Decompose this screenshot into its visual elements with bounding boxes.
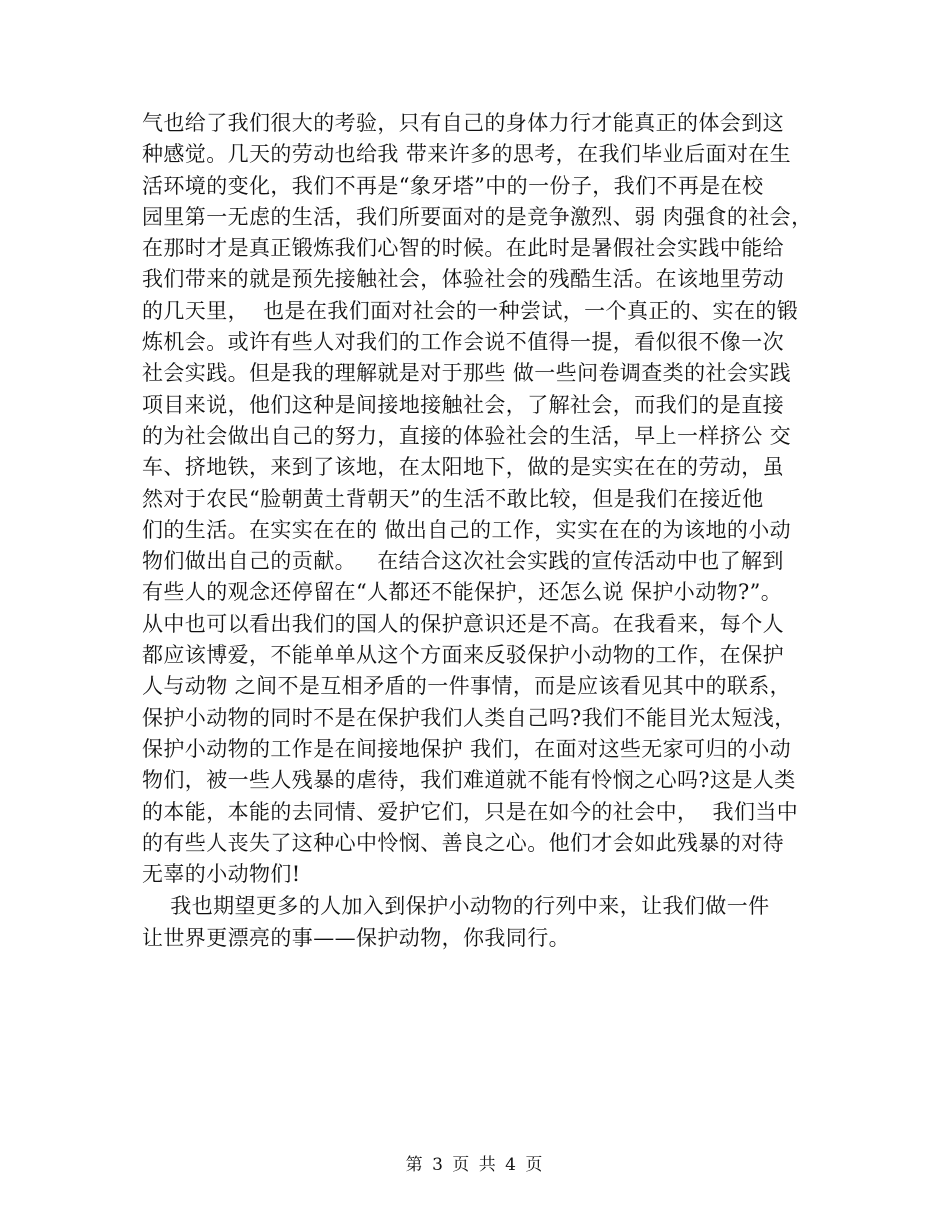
text-line: 在那时才是真正锻炼我们心智的时候。在此时是暑假社会实践中能给 <box>142 236 784 261</box>
text-line: 的几天里， 也是在我们面对社会的一种尝试，一个真正的、实在的锻 <box>142 298 799 323</box>
text-line: 物们，被一些人残暴的虐待，我们难道就不能有怜悯之心吗?这是人类 <box>142 768 796 793</box>
text-line: 活环境的变化，我们不再是“象牙塔”中的一份子，我们不再是在校 <box>142 173 764 198</box>
body-text <box>142 108 842 954</box>
text-line: 气也给了我们很大的考验，只有自己的身体力行才能真正的体会到这 <box>142 111 784 135</box>
text-line: 的为社会做出自己的努力，直接的体验社会的生活，早上一样挤公 交 <box>142 423 792 448</box>
text-line: 保护小动物的同时不是在保护我们人类自己吗?我们不能目光太短浅， <box>142 705 796 730</box>
text-line: 的本能，本能的去同情、爱护它们，只是在如今的社会中， 我们当中 <box>142 799 799 824</box>
paragraph-start-line: 我也期望更多的人加入到保护小动物的行列中来，让我们做一件 <box>142 894 770 919</box>
text-line: 保护小动物的工作是在间接地保护 我们，在面对这些无家可归的小动 <box>142 736 792 761</box>
text-line: 们的生活。在实实在在的 做出自己的工作，实实在在的为该地的小动 <box>142 517 792 542</box>
text-line: 有些人的观念还停留在“人都还不能保护，还怎么说 保护小动物?”。 <box>142 580 783 605</box>
text-line: 炼机会。或许有些人对我们的工作会说不值得一提，看似很不像一次 <box>142 330 784 355</box>
text-line: 社会实践。但是我的理解就是对于那些 做一些问卷调查类的社会实践 <box>142 361 792 386</box>
text-line: 让世界更漂亮的事——保护动物，你我同行。 <box>142 925 570 950</box>
text-line: 种感觉。几天的劳动也给我 带来许多的思考，在我们毕业后面对在生 <box>142 142 792 167</box>
text-line: 我们带来的就是预先接触社会，体验社会的残酷生活。在该地里劳动 <box>142 267 784 292</box>
text-line: 园里第一无虑的生活，我们所要面对的是竞争激烈、弱 肉强食的社会， <box>142 204 813 229</box>
text-line: 物们做出自己的贡献。 在结合这次社会实践的宣传活动中也了解到 <box>142 549 784 574</box>
page-number-footer: 第 3 页 共 4 页 <box>405 1155 545 1175</box>
text-line: 项目来说，他们这种是间接地接触社会，了解社会，而我们的是直接 <box>142 392 784 417</box>
text-line: 的有些人丧失了这种心中怜悯、善良之心。他们才会如此残暴的对待 <box>142 830 784 855</box>
text-line: 车、挤地铁，来到了该地，在太阳地下，做的是实实在在的劳动，虽 <box>142 455 784 480</box>
text-line: 无辜的小动物们! <box>142 862 301 887</box>
text-line: 从中也可以看出我们的国人的保护意识还是不高。在我看来，每个人 <box>142 611 784 636</box>
text-line: 人与动物 之间不是互相矛盾的一件事情，而是应该看见其中的联系， <box>142 674 792 699</box>
text-line: 都应该博爱，不能单单从这个方面来反驳保护小动物的工作，在保护 <box>142 643 784 668</box>
text-line: 然对于农民“脸朝黄土背朝天”的生活不敢比较，但是我们在接近他 <box>142 486 764 511</box>
